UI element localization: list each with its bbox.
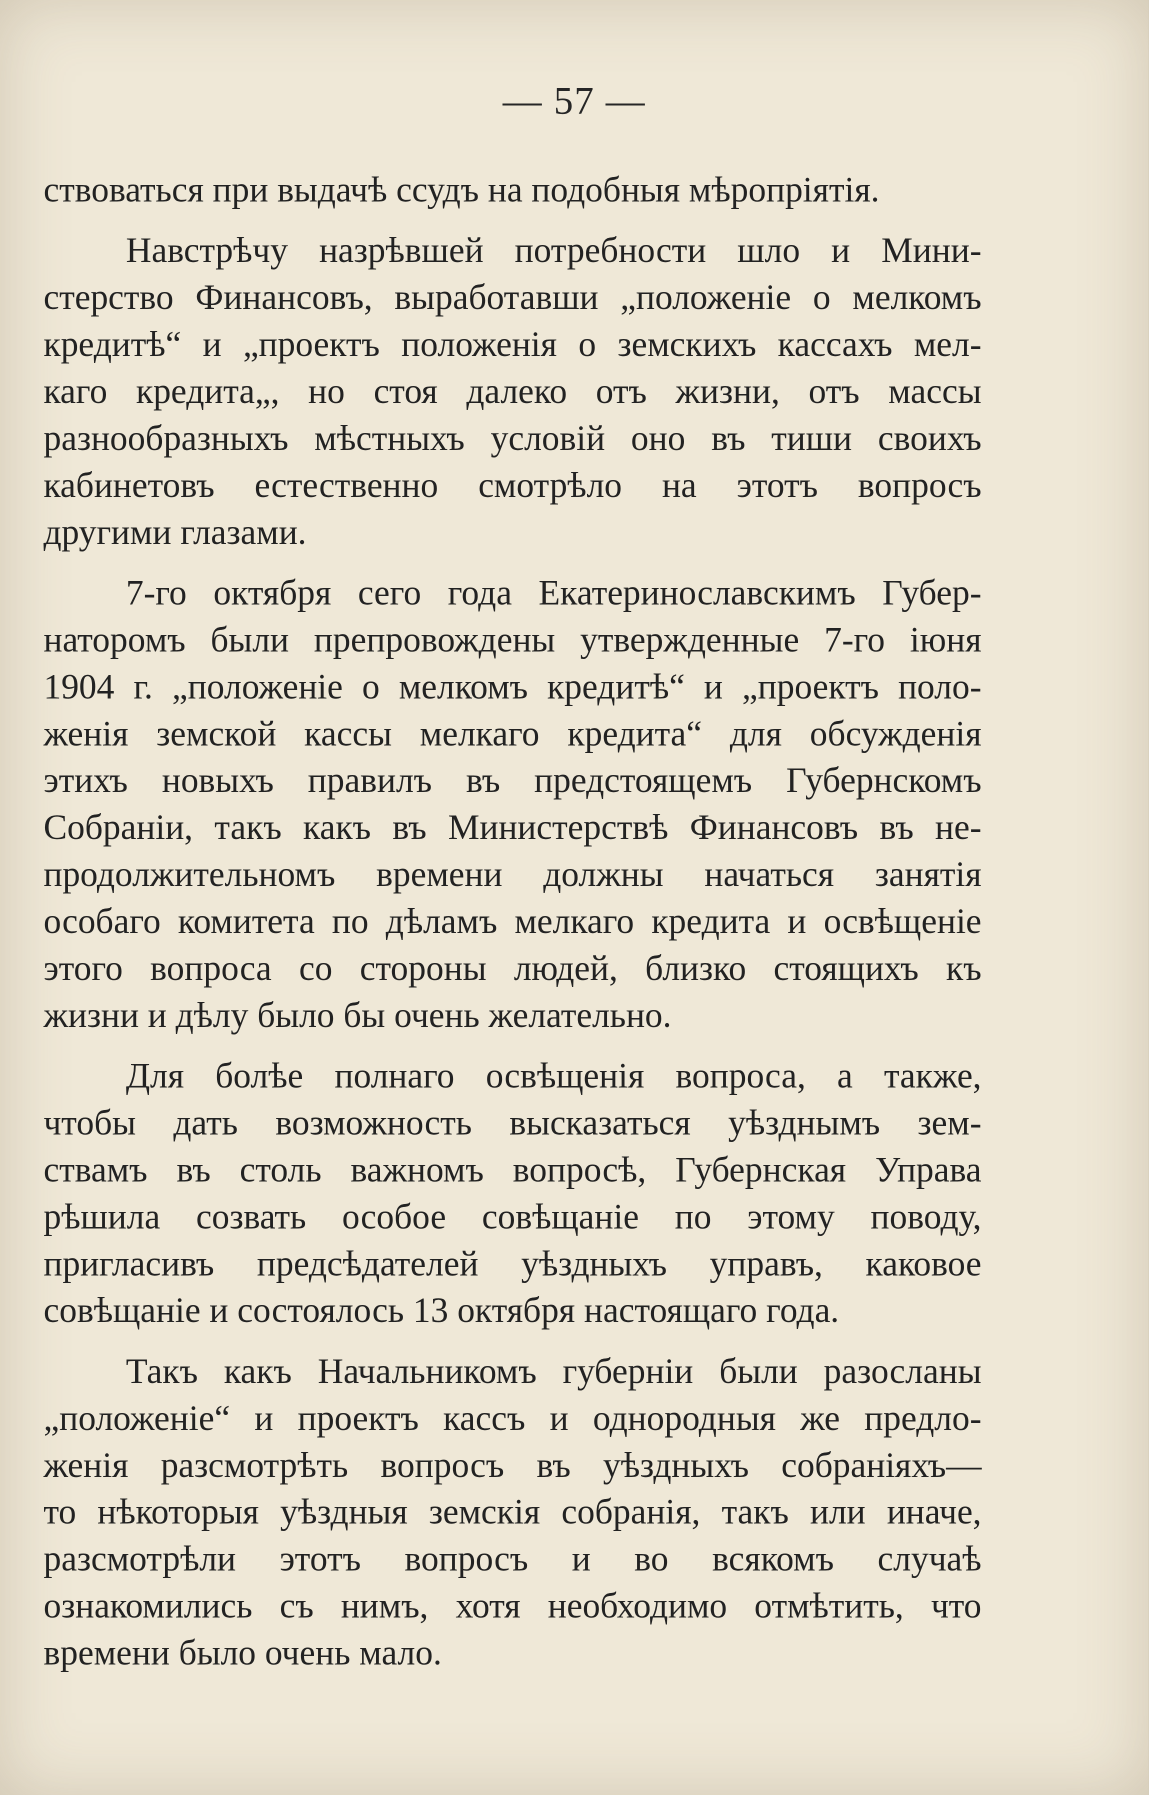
text-line: наторомъ были препровождены утвержденные 7-го іюня [43, 619, 982, 660]
text-line: Навстрѣчу назрѣвшей потребности шло и Мини- [125, 230, 982, 271]
text-line: кредитѣ“ и „проектъ положенія о земскихъ кассахъ мел- [43, 323, 982, 365]
text-line: особаго комитета по дѣламъ мелкаго кредита и освѣщеніе [43, 900, 982, 942]
text-line: чтобы дать возможность высказаться уѣзднымъ зем- [43, 1102, 982, 1143]
paragraph [43, 1052, 981, 1334]
paragraph [43, 166, 981, 213]
text-line: Собраніи, такъ какъ въ Министерствѣ Финансовъ въ не- [43, 807, 982, 848]
page-number: — 57 — [502, 80, 646, 123]
body-text [43, 166, 981, 1676]
text-line: каго кредита„, но стоя далеко отъ жизни, отъ массы [43, 370, 982, 411]
text-line: 7-го октября сего года Екатеринославскимъ Губер- [125, 572, 982, 613]
text-line: рѣшила созвать особое совѣщаніе по этому поводу, [43, 1196, 982, 1237]
text-line: жизни и дѣлу было бы очень желательно. [43, 994, 672, 1035]
text-line: пригласивъ предсѣдателей уѣздныхъ управъ, каковое [43, 1243, 982, 1284]
text-line: разнообразныхъ мѣстныхъ условій оно въ тиши своихъ [43, 417, 982, 458]
text-line: женія земской кассы мелкаго кредита“ для обсужденія [43, 713, 982, 754]
text-line: кабинетовъ естественно смотрѣло на этотъ вопросъ [43, 464, 982, 505]
text-line: ствамъ въ столь важномъ вопросѣ, Губернская Управа [43, 1149, 982, 1190]
text-line: этихъ новыхъ правилъ въ предстоящемъ Губернскомъ [43, 760, 982, 801]
text-line: другими глазами. [43, 511, 307, 552]
text-line: времени было очень мало. [43, 1632, 442, 1673]
text-line: разсмотрѣли этотъ вопросъ и во всякомъ случаѣ [43, 1538, 982, 1579]
text-line: стерство Финансовъ, выработавши „положеніе о мелкомъ [43, 277, 982, 318]
paragraph [43, 1347, 981, 1676]
text-line: „положеніе“ и проектъ кассъ и однородныя же предло- [43, 1397, 982, 1438]
text-line: женія разсмотрѣть вопросъ въ уѣздныхъ собраніяхъ— [43, 1444, 982, 1485]
text-line: ознакомились съ нимъ, хотя необходимо отмѣтить, что [43, 1585, 982, 1626]
text-line: совѣщаніе и состоялось 13 октября настоящаго года. [43, 1290, 840, 1331]
paragraph [43, 227, 981, 556]
text-line: этого вопроса со стороны людей, близко стоящихъ къ [43, 947, 982, 988]
text-line: ствоваться при выдачѣ ссудъ на подобныя мѣропріятія. [43, 169, 880, 210]
text-line: 1904 г. „положеніе о мелкомъ кредитѣ“ и „проектъ поло- [43, 666, 982, 707]
paragraph [43, 569, 981, 1038]
text-line: Такъ какъ Начальникомъ губерніи были разосланы [125, 1350, 982, 1391]
text-line: продолжительномъ времени должны начаться занятія [43, 854, 982, 895]
text-line: Для болѣе полнаго освѣщенія вопроса, а также, [125, 1055, 982, 1096]
text-line: то нѣкоторыя уѣздныя земскія собранія, такъ или иначе, [43, 1491, 982, 1532]
